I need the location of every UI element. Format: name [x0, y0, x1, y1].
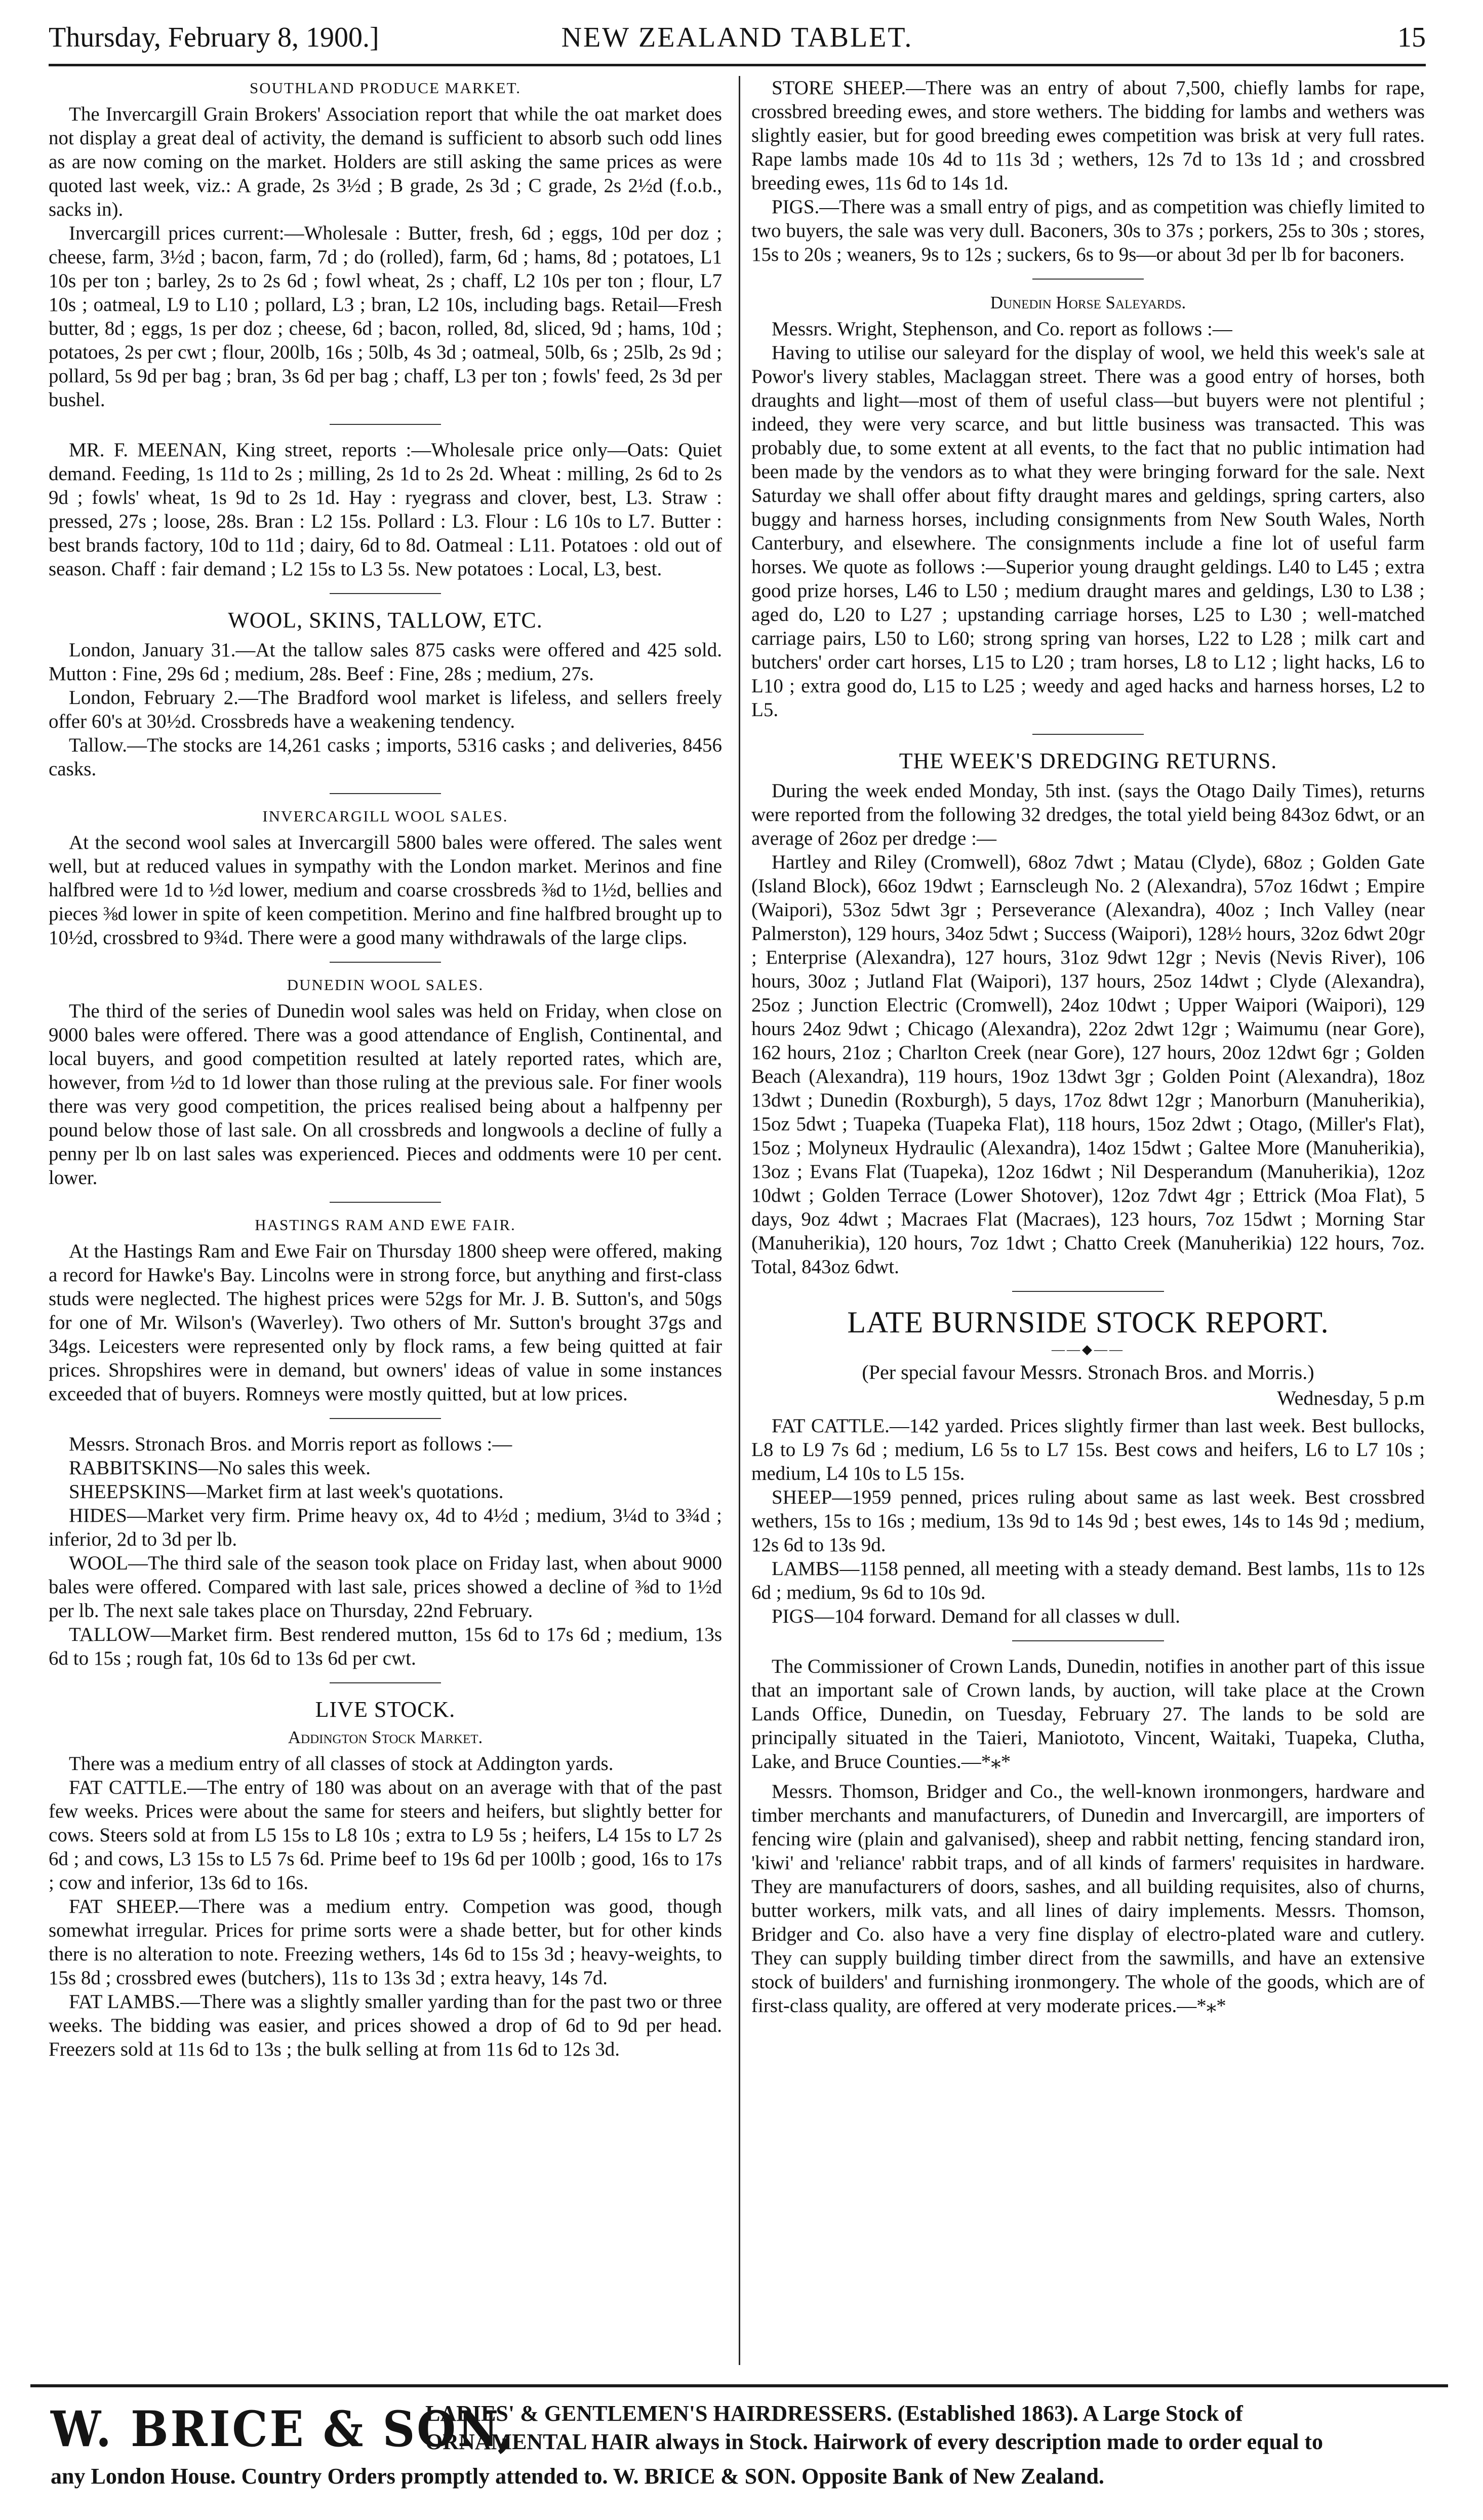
horse-heading: Dunedin Horse Saleyards.	[990, 293, 1186, 312]
dredging-heading: THE WEEK'S DREDGING RETURNS.	[899, 749, 1277, 773]
paragraph: RABBITSKINS—No sales this week.	[69, 1457, 371, 1479]
paragraph: During the week ended Monday, 5th inst. (says the Otago Daily Times), returns were reported from the following 32 dredges, the total yield being 843oz 6dwt, or an average of 26oz per dredge :—	[751, 780, 1425, 849]
advertisement-footer	[30, 2384, 1448, 2504]
paragraph: WOOL—The third sale of the season took place on Friday last, when about 9000 bales were offered. Compared with last sale, prices showed a decline of ⅜d to 1½d per lb. The next sale takes place on Thursday, 22nd February.	[49, 1552, 722, 1622]
burnside-dateline: Wednesday, 5 p.m	[1277, 1387, 1425, 1409]
hastings-heading: HASTINGS RAM AND EWE FAIR.	[255, 1216, 516, 1234]
burnside-heading: LATE BURNSIDE STOCK REPORT.	[847, 1306, 1329, 1339]
addington-subheading: Addington Stock Market.	[288, 1727, 483, 1747]
southland-produce-article	[49, 79, 722, 412]
section-divider	[330, 1202, 441, 1203]
paragraph: FAT CATTLE.—142 yarded. Prices slightly firmer than last week. Best bullocks, L8 to L9 7s 6d ; medium, L6 5s to L7 15s. Best cows and heifers, L6 to L7 10s ; medium, L4 10s to L5 15s.	[751, 1415, 1425, 1484]
wool-skins-article	[49, 607, 722, 781]
header-date: Thursday, February 8, 1900.]	[49, 22, 379, 53]
diamond-ornament: ——◆——	[1052, 1342, 1125, 1357]
paragraph: Hartley and Riley (Cromwell), 68oz 7dwt ; Matau (Clyde), 68oz ; Golden Gate (Island Block), 66oz 19dwt ; Earnscleugh No. 2 (Alexandra), 57oz 16dwt ; Empire (Waipori), 53oz 5dwt 3gr ; Perseverance (Alexandra), 40oz ; Inch Valley (near Palmerston), 129 hours, 34oz 5dwt ; Success (Waipori), 128½ hours, 32oz 6dwt 20gr ; Enterprise (Alexandra), 127 hours, 31oz 9dwt 12gr ; Nevis (Nevis River), 106 hours, 30oz ; Jutland Flat (Waipori), 137 hours, 25oz 14dwt ; Clyde (Alexandra), 25oz ; Junction Electric (Cromwell), 24oz 10dwt ; Upper Waipori (Waipori), 129 hours 24oz 9dwt ; Chicago (Alexandra), 22oz 2dwt 12gr ; Waimumu (near Gore), 162 hours, 21oz ; Charlton Creek (near Gore), 127 hours, 20oz 12dwt 6gr ; Golden Beach (Alexandra), 119 hours, 19oz 13dwt 3gr ; Golden Point (Alexandra), 18oz 13dwt ; Dunedin (Roxburgh), 5 days, 17oz 8dwt 12gr ; Manorburn (Manuherikia), 15oz 5dwt ; Tuapeka (Tuapeka Flat), 118 hours, 15oz 2dwt ; Otago, (Miller's Flat), 15oz ; Molyneux Hydraulic (Alexandra), 14oz 15dwt ; Galtee More (Manuherikia), 13oz ; Evans Flat (Tuapeka), 12oz 16dwt ; Nil Desperandum (Manuherikia), 12oz 10dwt ; Golden Terrace (Lower Shotover), 12oz 7dwt 4gr ; Ettrick (Moa Flat), 5 days, 9oz 4dwt ; Macraes Flat (Macraes), 123 hours, 7oz 15dwt ; Morning Star (Manuherikia), 120 hours, 7oz 1dwt ; Chatto Creek (Manuherikia) 122 hours, 7oz. Total, 843oz 6dwt.	[751, 851, 1425, 1278]
paragraph: The Commissioner of Crown Lands, Dunedin, notifies in another part of this issue that an important sale of Crown lands, by auction, will take place at the Crown Lands Office, Dunedin, on Tuesday, February 27. The lands to be sold are principally situated in the Taieri, Maniototo, Vincent, Waitaki, Tuapeka, Clutha, Lake, and Bruce Counties.—*⁎*	[751, 1656, 1425, 1773]
dunedin-wool-heading: DUNEDIN WOOL SALES.	[287, 976, 484, 994]
paragraph: Tallow.—The stocks are 14,261 casks ; imports, 5316 casks ; and deliveries, 8456 casks.	[49, 734, 722, 780]
burnside-byline: (Per special favour Messrs. Stronach Bros. and Morris.)	[862, 1361, 1314, 1384]
dredging-returns-article	[751, 748, 1425, 1279]
invercargill-wool-heading: INVERCARGILL WOOL SALES.	[262, 807, 508, 825]
ad-line-1: LADIES' & GENTLEMEN'S HAIRDRESSERS. (Established 1863). A Large Stock of	[425, 2401, 1243, 2426]
paragraph: The third of the series of Dunedin wool sales was held on Friday, when close on 9000 bales were offered. There was a good attendance of English, Continental, and local buyers, and good competition resulted at lately reported rates, which are, however, from ½d to 1d lower than those ruling at the previous sale. For finer wools there was very good competition, the prices realised being about a halfpenny per pound below those of last sale. On all crossbreds and longwools a decline of fully a penny per lb on last sales was experienced. Pieces and oddments were 10 per cent. lower.	[49, 1000, 722, 1189]
southland-heading: SOUTHLAND PRODUCE MARKET.	[250, 79, 521, 97]
brice-brand: W. BRICE & SON,	[51, 2400, 515, 2458]
section-divider	[1032, 734, 1144, 735]
left-column	[49, 76, 722, 2365]
stronach-report	[49, 1432, 722, 1670]
paragraph: The Invercargill Grain Brokers' Association report that while the oat market does not display a great deal of activity, the demand is sufficient to absorb such odd lines as are now coming on the market. Holders are still asking the same prices as were quoted last week, viz.: A grade, 2s 3½d ; B grade, 2s 3d ; C grade, 2s 2½d (f.o.b., sacks in).	[49, 103, 722, 220]
section-divider	[1012, 1640, 1164, 1641]
thomson-bridger-notice	[751, 1780, 1425, 2018]
paragraph: There was a medium entry of all classes of stock at Addington yards.	[69, 1753, 614, 1775]
section-divider	[330, 1682, 441, 1683]
paragraph: At the Hastings Ram and Ewe Fair on Thursday 1800 sheep were offered, making a record for Hawke's Bay. Lincolns were in strong force, but anything and first-class studs were neglected. The highest prices were 52gs for Mr. J. B. Sutton's, and 50gs for one of Mr. Wilson's (Waverley). Two others of Mr. Sutton's brought 37gs and 34gs. Leicesters were represented only by flock rams, a few being quitted at fair prices. Shropshires were in demand, but owners' ideas of value in some instances exceeded that of buyers. Romneys were mostly quitted, but at low prices.	[49, 1240, 722, 1405]
crown-lands-notice	[751, 1655, 1425, 1774]
section-divider	[330, 1418, 441, 1419]
paragraph: HIDES—Market very firm. Prime heavy ox, 4d to 4½d ; medium, 3¼d to 3¾d ; inferior, 2d to 3d per lb.	[49, 1505, 722, 1550]
wool-heading: WOOL, SKINS, TALLOW, ETC.	[228, 608, 543, 633]
masthead-title: NEW ZEALAND TABLET.	[561, 22, 913, 53]
live-stock-article	[49, 1697, 722, 2061]
column-rule	[739, 76, 740, 2365]
section-divider	[330, 593, 441, 594]
section-divider	[1032, 279, 1144, 280]
invercargill-wool-article	[49, 807, 722, 950]
paragraph: FAT LAMBS.—There was a slightly smaller yarding than for the past two or three weeks. The bidding was easier, and prices showed a drop of 6d to 9d per head. Freezers sold at 11s 6d to 13s ; the bulk selling at from 11s 6d to 12s 3d.	[49, 1991, 722, 2060]
store-sheep-article	[751, 76, 1425, 266]
paragraph: MR. F. MEENAN, King street, reports :—Wholesale price only—Oats: Quiet demand. Feeding, 1s 11d to 2s ; milling, 2s 1d to 2s 2d. Wheat : milling, 2s 6d to 2s 9d ; fowls' wheat, 1s 9d to 2s 1d. Hay : ryegrass and clover, best, L3. Straw : pressed, 27s ; loose, 28s. Bran : L2 15s. Pollard : L3. Flour : L6 10s to L7. Butter : best brands factory, 10d to 11d ; dairy, 6d to 8d. Oatmeal : L11. Potatoes : old out of season. Chaff : fair demand ; L2 15s to L3 5s. New potatoes : Local, L3, best.	[49, 439, 722, 580]
paragraph: PIGS—104 forward. Demand for all classes w dull.	[772, 1605, 1180, 1627]
paragraph: Having to utilise our saleyard for the display of wool, we held this week's sale at Powor's livery stables, Maclaggan street. There was a good entry of horses, both draughts and light—most of them of useful class—but buyers were not plentiful ; indeed, they were very scarce, and but little business was transacted. This was probably due, to some extent at all events, to the fact that no public intimation had been made by the vendors as to what they were bringing forward for the sale. Next Saturday we shall offer about fifty draught mares and geldings, spring carters, also buggy and harness horses, including consignments from New South Wales, North Canterbury, and elsewhere. The consignments include a fine lot of useful farm horses. We quote as follows :—Superior young draught geldings. L40 to L45 ; extra good prize horses, L46 to L50 ; medium draught mares and geldings, L30 to L38 ; aged do, L20 to L27 ; upstanding carriage horses, L25 to L30 ; well-matched carriage pairs, L50 to L60; strong spring van horses, L22 to L28 ; milk cart and butchers' order cart horses, L15 to L20 ; tram horses, L8 to L12 ; light hacks, L6 to L10 ; extra good do, L15 to L25 ; weedy and aged hacks and harness horses, L2 to L5.	[751, 342, 1425, 721]
paragraph: SHEEP—1959 penned, prices ruling about same as last week. Best crossbred wethers, 15s to 16s ; medium, 13s 9d to 14s 9d ; best ewes, 14s to 14s 9d ; medium, 12s 6d to 13s 9d.	[751, 1486, 1425, 1556]
ad-line-2: ORNAMENTAL HAIR always in Stock. Hairwork of every description made to order equal to	[425, 2429, 1323, 2454]
paragraph: FAT SHEEP.—There was a medium entry. Competion was good, though somewhat irregular. Prices for prime sorts were a shade better, but for other kinds there is no alteration to note. Freezing wethers, 14s 6d to 15s 3d ; heavy-weights, to 15s 8d ; crossbred ewes (butchers), 11s to 13s 3d ; extra heavy, 14s 7d.	[49, 1896, 722, 1989]
paragraph: LAMBS—1158 penned, all meeting with a steady demand. Best lambs, 11s to 12s 6d ; medium, 9s 6d to 10s 9d.	[751, 1558, 1425, 1603]
section-divider	[330, 424, 441, 425]
paragraph: London, January 31.—At the tallow sales 875 casks were offered and 425 sold. Mutton : Fine, 29s 6d ; medium, 28s. Beef : Fine, 28s ; medium, 27s.	[49, 639, 722, 685]
page-header	[49, 13, 1426, 66]
paragraph: STORE SHEEP.—There was an entry of about 7,500, chiefly lambs for rape, crossbred breeding ewes, and store wethers. The bidding for lambs and wethers was slightly easier, but for good breeding ewes competition was brisk at very full rates. Rape lambs made 10s 4d to 11s 3d ; wethers, 12s 7d to 13s 1d ; and crossbred breeding ewes, 11s 6d to 14s 1d.	[751, 77, 1425, 194]
page-number: 15	[1397, 22, 1426, 53]
right-column	[751, 76, 1425, 2365]
burnside-stock-article	[751, 1305, 1425, 1628]
paragraph: FAT CATTLE.—The entry of 180 was about on an average with that of the past few weeks. Prices were about the same for steers and heifers, but slightly better for cows. Steers sold at from L5 15s to L8 10s ; extra to L9 5s ; heifers, L4 15s to L7 2s 6d ; and cows, L3 15s to L5 7s 6d. Prime beef to 19s 6d per 100lb ; good, 16s to 17s ; cow and inferior, 13s 6d to 16s.	[49, 1777, 722, 1894]
paragraph: PIGS.—There was a small entry of pigs, and as competition was chiefly limited to two buyers, the sale was very dull. Baconers, 30s to 37s ; porkers, 25s to 30s ; stores, 15s to 20s ; weaners, 9s to 12s ; suckers, 6s to 9s—or about 3d per lb for baconers.	[751, 196, 1425, 265]
section-divider	[330, 793, 441, 794]
paragraph: At the second wool sales at Invercargill 5800 bales were offered. The sales went well, but at reduced values in sympathy with the London market. Merinos and fine halfbred were 1d to ½d lower, medium and coarse crossbreds ⅜d to 1½d, bellies and pieces ⅜d lower in spite of keen competition. Merino and fine halfbred brought up to 10½d, crossbred to 9¾d. There were a good many withdrawals of the large clips.	[49, 832, 722, 949]
paragraph: Invercargill prices current:—Wholesale : Butter, fresh, 6d ; eggs, 10d per doz ; cheese, farm, 3½d ; bacon, farm, 7d ; do (rolled), farm, 6d ; hams, 8d ; potatoes, L1 10s per ton ; barley, 2s to 2s 6d ; fowl wheat, 2s ; chaff, L2 10s per ton ; flour, L7 10s ; oatmeal, L9 to L10 ; pollard, L3 ; bran, L2 10s, including bags. Retail—Fresh butter, 8d ; eggs, 1s per doz ; cheese, 6d ; bacon, rolled, 8d, sliced, 9d ; hams, 10d ; potatoes, 2s per cwt ; flour, 200lb, 16s ; 50lb, 4s 3d ; oatmeal, 50lb, 6s ; 25lb, 2s 9d ; pollard, 5s 9d per bag ; bran, 3s 6d per bag ; chaff, L3 per ton ; fowls' feed, 2s 3d per bushel.	[49, 222, 722, 411]
dunedin-wool-article	[49, 976, 722, 1190]
horse-saleyards-article	[751, 293, 1425, 722]
paragraph: London, February 2.—The Bradford wool market is lifeless, and sellers freely offer 60's at 30½d. Crossbreds have a weakening tendency.	[49, 687, 722, 732]
paragraph: Messrs. Stronach Bros. and Morris report as follows :—	[69, 1433, 512, 1455]
hastings-fair-article	[49, 1216, 722, 1406]
paragraph: Messrs. Thomson, Bridger and Co., the well-known ironmongers, hardware and timber merchants and manufacturers, of Dunedin and Invercargill, are importers of fencing wire (plain and galvanised), sheep and rabbit netting, fencing standard iron, 'kiwi' and 'reliance' rabbit traps, and of all kinds of farmers' requisites in hardware. They are manufacturers of doors, sashes, and all building requisites, also of churns, butter workers, milk vats, and all lines of dairy implements. Messrs. Thomson, Bridger and Co. also have a very fine display of electro-plated ware and cutlery. They can supply building timber direct from the sawmills, and have an extensive stock of builders' and furnishing ironmongery. The whole of the goods, which are of first-class quality, are offered at very moderate prices.—*⁎*	[751, 1781, 1425, 2017]
paragraph: SHEEPSKINS—Market firm at last week's quotations.	[69, 1481, 504, 1503]
live-stock-heading: LIVE STOCK.	[315, 1697, 456, 1722]
section-divider	[1012, 1291, 1164, 1292]
meenan-report	[49, 438, 722, 581]
paragraph: TALLOW—Market firm. Best rendered mutton, 15s 6d to 17s 6d ; medium, 13s 6d to 15s ; rough fat, 10s 6d to 13s 6d per cwt.	[49, 1624, 722, 1669]
paragraph: Messrs. Wright, Stephenson, and Co. report as follows :—	[772, 318, 1232, 340]
ad-line-3: any London House. Country Orders promptly attended to. W. BRICE & SON. Opposite Bank of New Zealand.	[51, 2464, 1104, 2489]
section-divider	[330, 962, 441, 963]
